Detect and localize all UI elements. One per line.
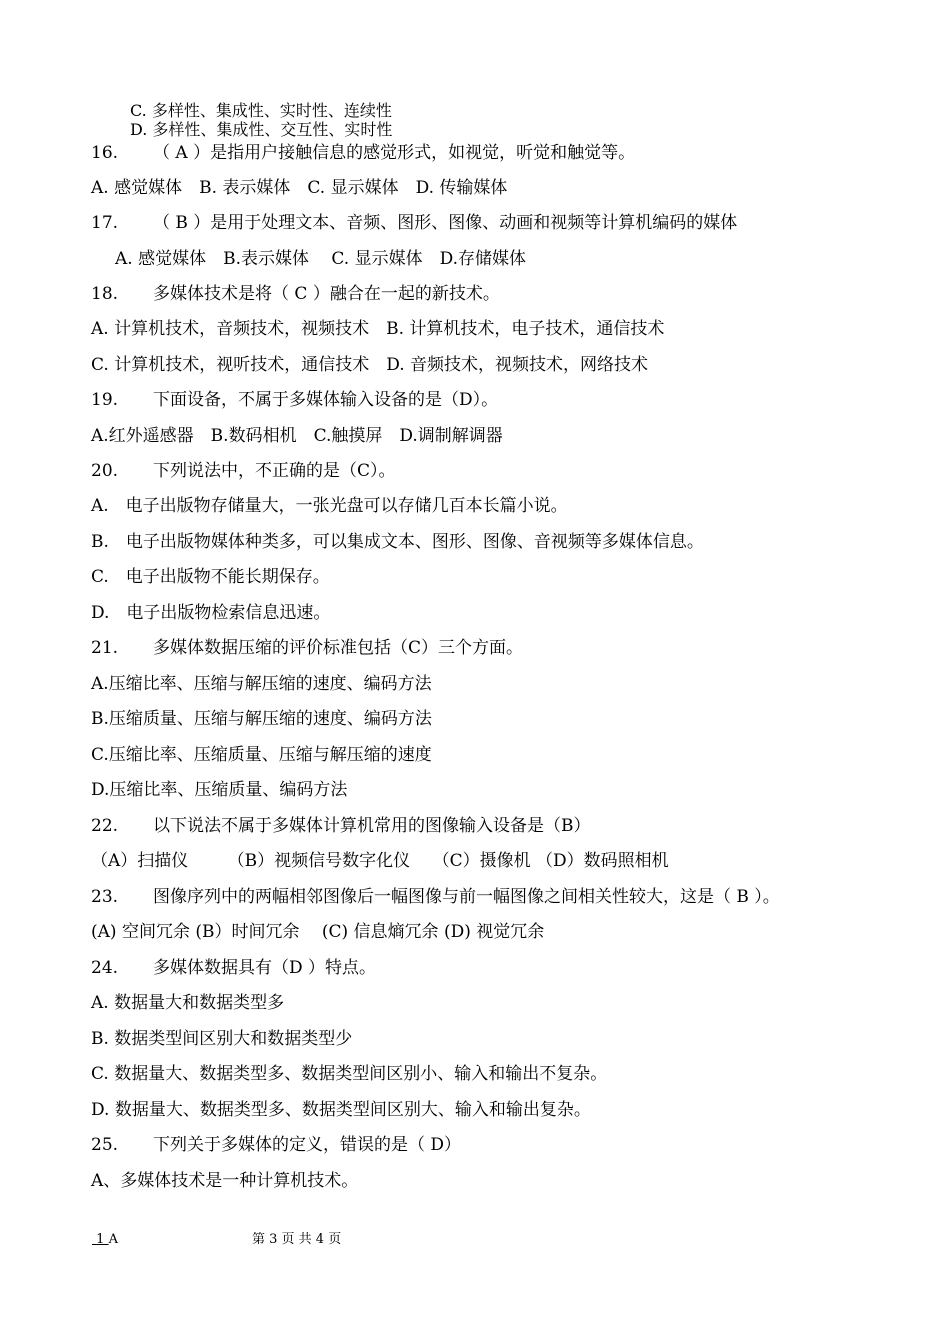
question-text: 下面设备，不属于多媒体输入设备的是（D）。 <box>153 390 499 410</box>
option-line: B.压缩质量、压缩与解压缩的速度、编码方法 <box>91 709 432 729</box>
question-text: 多媒体数据具有（D ）特点。 <box>153 958 377 978</box>
page-number: 第 3 页 共 4 页 <box>252 1232 342 1247</box>
question-number: 24. <box>91 958 119 978</box>
option-line: D. 多样性、集成性、交互性、实时性 <box>130 120 393 139</box>
option-line: C. 数据量大、数据类型多、数据类型间区别小、输入和输出不复杂。 <box>91 1064 608 1084</box>
option-line: D. 电子出版物检索信息迅速。 <box>91 603 331 623</box>
option-line: A.红外遥感器 B.数码相机 C.触摸屏 D.调制解调器 <box>91 426 503 446</box>
option-line: (A) 空间冗余 (B）时间冗余 (C) 信息熵冗余 (D) 视觉冗余 <box>91 922 545 942</box>
option-line: A. 数据量大和数据类型多 <box>91 993 285 1013</box>
question-number: 16. <box>91 143 119 163</box>
question-24 <box>91 958 376 978</box>
question-text: 以下说法不属于多媒体计算机常用的图像输入设备是（B） <box>153 816 591 836</box>
question-16 <box>91 143 635 163</box>
option-line: C. 计算机技术，视听技术，通信技术 D. 音频技术，视频技术，网络技术 <box>91 355 649 375</box>
question-number: 19. <box>91 390 119 410</box>
question-18 <box>91 284 500 304</box>
question-22 <box>91 816 591 836</box>
footer-mark-number: 1 <box>96 1232 105 1247</box>
option-line: A. 感觉媒体 B. 表示媒体 C. 显示媒体 D. 传输媒体 <box>91 178 508 198</box>
question-17 <box>91 213 737 233</box>
option-line: D. 数据量大、数据类型多、数据类型间区别大、输入和输出复杂。 <box>91 1100 591 1120</box>
question-number: 21. <box>91 638 119 658</box>
question-text: （ A ）是指用户接触信息的感觉形式，如视觉，听觉和触觉等。 <box>153 143 636 163</box>
question-25 <box>91 1135 461 1155</box>
question-number: 23. <box>91 887 119 907</box>
option-line: C. 电子出版物不能长期保存。 <box>91 567 330 587</box>
question-text: 多媒体数据压缩的评价标准包括（C）三个方面。 <box>153 638 524 658</box>
question-text: 下列关于多媒体的定义，错误的是（ D） <box>153 1135 462 1155</box>
question-number: 20. <box>91 461 119 481</box>
question-number: 22. <box>91 816 119 836</box>
option-line: D.压缩比率、压缩质量、编码方法 <box>91 780 348 800</box>
option-line: A. 感觉媒体 B.表示媒体 C. 显示媒体 D.存储媒体 <box>115 249 527 269</box>
option-line: B. 电子出版物媒体种类多，可以集成文本、图形、图像、音视频等多媒体信息。 <box>91 532 704 552</box>
option-line: A、多媒体技术是一种计算机技术。 <box>91 1171 359 1191</box>
question-21 <box>91 638 523 658</box>
question-text: （ B ）是用于处理文本、音频、图形、图像、动画和视频等计算机编码的媒体 <box>153 213 738 233</box>
question-text: 下列说法中，不正确的是（C）。 <box>153 461 396 481</box>
question-number: 25. <box>91 1135 119 1155</box>
footer-mark <box>92 1232 118 1248</box>
footer-mark-letter: A <box>108 1232 118 1247</box>
question-20 <box>91 461 396 481</box>
option-line: A. 计算机技术，音频技术，视频技术 B. 计算机技术，电子技术，通信技术 <box>91 319 665 339</box>
question-23 <box>91 887 780 907</box>
option-line: C.压缩比率、压缩质量、压缩与解压缩的速度 <box>91 745 432 765</box>
option-line: A.压缩比率、压缩与解压缩的速度、编码方法 <box>91 674 432 694</box>
question-19 <box>91 390 498 410</box>
option-line: （A）扫描仪 （B）视频信号数字化仪 （C）摄像机 （D）数码照相机 <box>91 851 669 871</box>
option-line: B. 数据类型间区别大和数据类型少 <box>91 1029 353 1049</box>
option-line: A. 电子出版物存储量大，一张光盘可以存储几百本长篇小说。 <box>91 496 568 516</box>
question-number: 17. <box>91 213 119 233</box>
question-text: 多媒体技术是将（ C ）融合在一起的新技术。 <box>153 284 500 304</box>
question-text: 图像序列中的两幅相邻图像后一幅图像与前一幅图像之间相关性较大，这是（ B ）。 <box>153 887 780 907</box>
option-line: C. 多样性、集成性、实时性、连续性 <box>130 101 392 120</box>
question-number: 18. <box>91 284 119 304</box>
